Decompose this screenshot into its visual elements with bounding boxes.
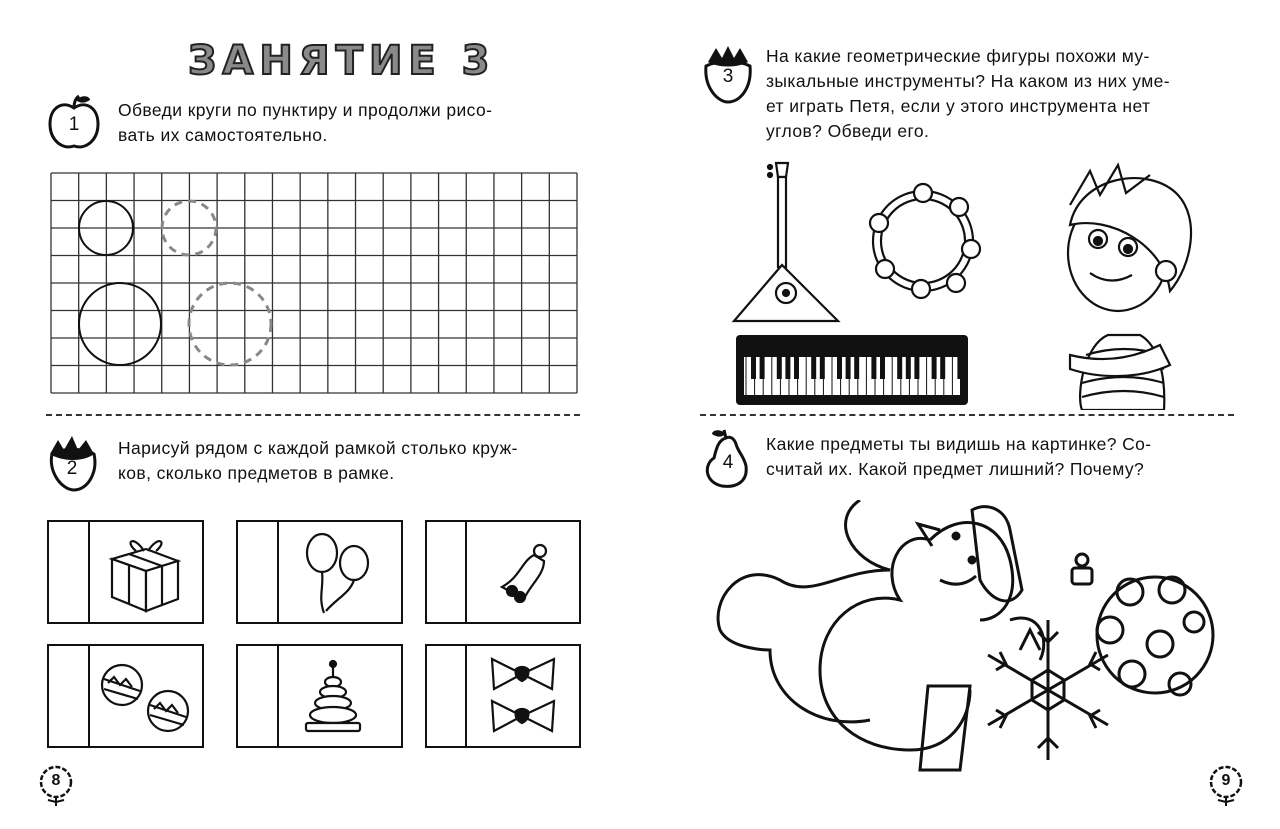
page-number-left: 8 (51, 772, 61, 789)
draw-cell-2[interactable] (238, 522, 277, 622)
task-1-badge (46, 92, 102, 152)
gift-box-icon (112, 541, 178, 611)
draw-cell-5[interactable] (238, 646, 277, 746)
snowflake-shape[interactable] (988, 620, 1108, 760)
task-4-badge (700, 428, 756, 488)
bows-icon (492, 659, 554, 731)
ornament-ball-shape[interactable] (1097, 577, 1213, 693)
overlapping-objects-picture (710, 500, 1220, 780)
task-3-number: 3 (722, 66, 734, 87)
task-3-text: На какие геометрические фигуры похожи му- зыкальные инструменты? На каком из них уме- ет играть Петя, если у этого инструмента нет углов? Обведи его. (766, 46, 1170, 141)
dashed-circle-large[interactable] (189, 283, 271, 365)
task-4-text: Какие предметы ты видишь на картинке? Со- считай их. Какой предмет лишний? Почему? (766, 434, 1152, 479)
synthesizer-icon[interactable] (736, 335, 968, 405)
section-divider-right (700, 414, 1234, 416)
task-3-badge (700, 44, 756, 104)
lesson-title: ЗАНЯТИЕ 3 (188, 38, 496, 84)
squirrel-shape[interactable] (718, 500, 890, 722)
draw-cell-4[interactable] (49, 646, 88, 746)
page-number-right: 9 (1221, 772, 1231, 789)
snowman-shape[interactable] (820, 538, 970, 750)
task-1-number: 1 (68, 114, 80, 135)
ornament-balls-icon (102, 665, 188, 731)
draw-cell-1[interactable] (49, 522, 88, 622)
task-1-text: Обведи круги по пунктиру и продолжи рисо- вать их самостоятельно. (118, 100, 493, 145)
pyramid-toy-icon (306, 661, 360, 731)
balloons-icon (307, 534, 368, 613)
draw-cell-6[interactable] (427, 646, 465, 746)
task-4-number: 4 (722, 452, 734, 473)
tambourine-icon[interactable] (870, 184, 980, 298)
task-2-number: 2 (66, 458, 78, 479)
counting-frames (46, 519, 582, 749)
task-2-text: Нарисуй рядом с каждой рамкой столько круж- ков, сколько предметов в рамке. (118, 438, 518, 483)
task-2-badge (44, 432, 100, 492)
bell-icon (502, 545, 546, 602)
boy-petya-illustration (1068, 165, 1191, 410)
balalaika-icon[interactable] (734, 163, 838, 321)
section-divider-left (46, 414, 580, 416)
instruments-illustration (730, 155, 1230, 410)
box-shape[interactable] (920, 686, 970, 770)
draw-cell-3[interactable] (427, 522, 465, 622)
tracing-grid (50, 172, 578, 394)
solid-circle-large (79, 283, 161, 365)
